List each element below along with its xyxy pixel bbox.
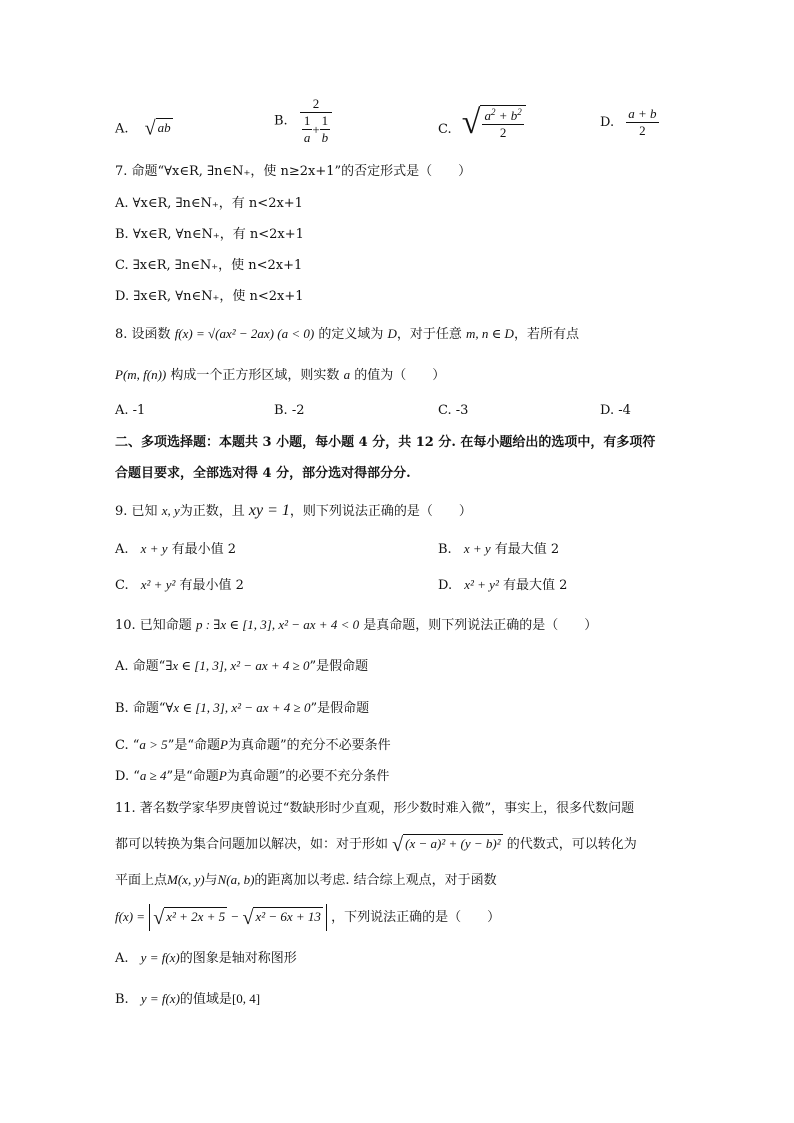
q6-option-a: [115, 118, 173, 141]
q8-point: P(m, f(n)): [115, 367, 167, 382]
q8-prefix: 8. 设函数: [115, 327, 171, 342]
option-text: C. “: [115, 738, 140, 753]
option-symbol: P: [218, 768, 227, 783]
q11-radicand-1: x² + 2x + 5: [166, 909, 226, 924]
q6-option-c: C. √ $\frac{a^2 + b^2}{2}$: [438, 104, 526, 142]
option-text: 有最小值 2: [171, 542, 237, 557]
section2-heading-line2: 合题目要求，全部选对得 4 分，部分选对得部分分.: [115, 466, 411, 481]
option-a-expr: ab: [157, 120, 171, 136]
option-text: 的值域是: [179, 992, 232, 1007]
option-label: D.: [600, 115, 615, 130]
option-expr: x² + y²: [140, 577, 176, 592]
option-text: 的图象是轴对称图形: [179, 951, 297, 966]
q11-absolute-value: [149, 904, 327, 931]
q7-option-d: D. ∃x∈R, ∀n∈N₊，使 n<2x+1: [115, 289, 304, 304]
option-b-fraction: [300, 96, 332, 146]
option-range: [0, 4]: [231, 991, 261, 1006]
option-expr: x + y: [140, 541, 168, 556]
fraction-numerator: a + b: [628, 106, 657, 121]
q11-text: 的距离加以考虑. 结合综上观点，对于函数: [254, 873, 497, 888]
q9-xy: x, y: [161, 503, 180, 518]
option-c-b: + b: [495, 108, 518, 123]
q9-option-b: [438, 538, 559, 557]
option-label: B.: [115, 992, 129, 1007]
q8-stem-line2: [115, 366, 445, 385]
option-text: 有最大值 2: [502, 578, 568, 593]
q10-option-a: [115, 657, 368, 676]
option-text: ”是假命题: [309, 659, 369, 674]
q8-a: a: [343, 367, 351, 382]
q8-option-c: C. -3: [438, 403, 469, 418]
q10-text: 是真命题，则下列说法正确的是（ ）: [363, 618, 598, 633]
option-text: 为真命题”的必要不充分条件: [226, 769, 390, 784]
option-expr: ∃x ∈ [1, 3], x² − ax + 4 ≥ 0: [165, 658, 310, 673]
option-text: D. “: [115, 769, 140, 784]
fraction-numerator: 2: [312, 96, 320, 111]
q8-text: 构成一个正方形区域，则实数: [170, 368, 340, 383]
q7-option-c: C. ∃x∈R, ∃n∈N₊，使 n<2x+1: [115, 258, 303, 273]
q11-point-n: N(a, b): [217, 872, 255, 887]
option-expr: x² + y²: [464, 577, 499, 592]
q8-option-a: A. -1: [115, 403, 146, 418]
option-text: ”是“命题: [167, 738, 220, 753]
q6-option-d: [600, 106, 659, 139]
q8-domain-symbol: D: [387, 326, 397, 341]
sqrt-icon: √: [144, 118, 156, 140]
option-expr: a > 5: [139, 737, 168, 752]
option-expr: y = f(x): [140, 991, 180, 1006]
q9-prefix: 9. 已知: [115, 504, 158, 519]
option-text: ”是假命题: [310, 701, 370, 716]
sqrt-icon: √: [461, 104, 481, 141]
q9-option-c: [115, 574, 244, 593]
option-label: A.: [115, 951, 129, 966]
q6-option-b: [274, 96, 332, 146]
fraction-part: b: [321, 130, 329, 145]
q11-radicand-2: x² − 6x + 13: [255, 909, 321, 924]
fraction-denominator: 2: [639, 123, 646, 138]
q11-line1: 11. 著名数学家华罗庚曾说过“数缺形时少直观，形少数时难入微”，事实上，很多代数问题: [115, 801, 635, 816]
q8-text: 的定义域为: [318, 327, 384, 342]
q11-sqrt-expr: (x − a)² + (y − b)²: [405, 836, 501, 851]
q11-point-m: M(x, y): [167, 872, 205, 887]
q9-text: 为正数，且: [179, 504, 245, 519]
q7-option-a: A. ∀x∈R, ∃n∈N₊，有 n<2x+1: [115, 196, 303, 211]
q11-text: 与: [204, 873, 218, 888]
q11-function-name: f(x) =: [115, 909, 146, 924]
q11-line3: [115, 871, 497, 890]
q8-option-d: D. -4: [600, 403, 631, 418]
option-expr: x + y: [463, 541, 491, 556]
option-text: A. 命题“: [115, 659, 166, 674]
q11-line4: [115, 904, 500, 931]
sqrt-icon: √: [392, 834, 404, 857]
option-text: 有最大值 2: [494, 542, 560, 557]
q11-line2: [115, 834, 637, 857]
q8-text: 的值为（ ）: [354, 368, 446, 383]
option-label: C.: [115, 578, 129, 593]
option-label: C.: [438, 122, 452, 137]
option-text: ”是“命题: [166, 769, 219, 784]
q10-stem: [115, 616, 597, 635]
q8-text: ，对于任意: [396, 327, 462, 342]
option-c-a: a: [484, 108, 491, 123]
q11-text: 都可以转换为集合问题加以解决，如：对于形如: [115, 837, 389, 852]
option-text: B. 命题“: [115, 701, 166, 716]
option-label: B.: [438, 542, 452, 557]
option-symbol: P: [219, 737, 228, 752]
q9-option-d: [438, 574, 567, 593]
plus-sign: +: [312, 121, 320, 137]
fraction-denominator: 2: [499, 125, 507, 140]
q9-option-a: [115, 538, 236, 557]
q10-option-d: [115, 767, 389, 786]
q9-equation: xy = 1: [248, 502, 290, 519]
q7-stem: 7. 命题“∀x∈R, ∃n∈N₊，使 n≥2x+1”的否定形式是（ ）: [115, 164, 472, 179]
option-label: B.: [274, 113, 288, 129]
q8-mn: m, n ∈ D: [466, 326, 514, 341]
fraction-part: a: [303, 130, 311, 145]
fraction-part: 1: [303, 113, 311, 128]
q8-text: ，若所有点: [513, 327, 579, 342]
q8-option-b: B. -2: [274, 403, 305, 418]
option-label: D.: [438, 578, 453, 593]
q10-proposition: p : ∃x ∈ [1, 3], x² − ax + 4 < 0: [195, 617, 360, 632]
sqrt-icon: √: [242, 907, 254, 930]
q11-option-a: [115, 949, 297, 968]
q10-option-c: [115, 736, 391, 755]
q10-prefix: 10. 已知命题: [115, 618, 192, 633]
option-label: A.: [115, 542, 129, 557]
section2-heading-line1: 二、多项选择题：本题共 3 小题，每小题 4 分，共 12 分. 在每小题给出的选项中，有多项符: [115, 435, 656, 450]
q7-option-b: B. ∀x∈R, ∀n∈N₊，有 n<2x+1: [115, 227, 304, 242]
q8-function: f(x) = √(ax² − 2ax) (a < 0): [174, 326, 315, 341]
q10-option-b: [115, 699, 369, 718]
q11-text: ，下列说法正确的是（ ）: [331, 910, 501, 925]
q11-option-b: [115, 990, 260, 1009]
option-text: 有最小值 2: [179, 578, 244, 593]
q8-stem-line1: [115, 325, 579, 344]
option-expr: y = f(x): [140, 950, 180, 965]
fraction-part: 1: [321, 113, 329, 128]
sqrt-icon: √: [153, 907, 165, 930]
minus-sign: −: [227, 909, 243, 924]
option-text: 为真命题”的充分不必要条件: [227, 738, 391, 753]
option-expr: a ≥ 4: [139, 768, 167, 783]
q9-text: ，则下列说法正确的是（ ）: [289, 504, 472, 519]
q9-stem: [115, 502, 472, 521]
option-expr: ∀x ∈ [1, 3], x² − ax + 4 ≥ 0: [165, 700, 311, 715]
q11-text: 的代数式，可以转化为: [506, 837, 637, 852]
option-label: A.: [115, 121, 129, 137]
q11-text: 平面上点: [115, 873, 168, 888]
